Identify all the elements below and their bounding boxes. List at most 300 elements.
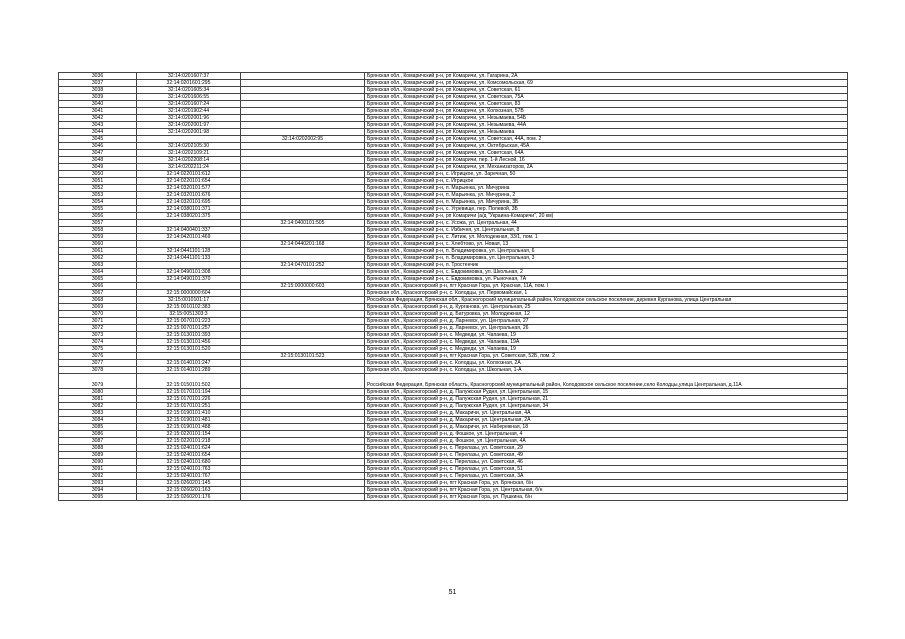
- cadastral-number-cell: 32:15:0150101:502: [137, 374, 241, 389]
- page-number: 51: [448, 589, 457, 596]
- cadastral-number-cell: 32:14:0220101:654: [137, 178, 241, 185]
- table-row: [59, 389, 848, 396]
- cadastral-number-cell: [137, 353, 241, 360]
- cadastral-number-cell: [137, 220, 241, 227]
- table-row: [59, 424, 848, 431]
- table-row: [59, 101, 848, 108]
- premises-cadastral-number-cell: [241, 374, 365, 389]
- cadastral-number-cell: 32:14:0320101:676: [137, 192, 241, 199]
- cadastral-number-cell: 32:14:0320101:695: [137, 199, 241, 206]
- table-row: [59, 431, 848, 438]
- table-row: [59, 73, 848, 80]
- address-cell: Брянская обл., Комаричский р-н, с. Игрицкое, ул. Заречная, 50: [365, 171, 848, 178]
- row-number-cell: 3058: [59, 227, 137, 234]
- premises-cadastral-number-cell: 32:14:0440201:168: [241, 241, 365, 248]
- row-number-cell: 3068: [59, 297, 137, 304]
- address-cell: Брянская обл., Комаричский р-н, рп Комаричи, ул. Гагарина, 2А: [365, 73, 848, 80]
- table-row: [59, 178, 848, 185]
- table-row: [59, 283, 848, 290]
- premises-cadastral-number-cell: 32:14:0400101:505: [241, 220, 365, 227]
- cadastral-number-cell: 32:15:0070101:223: [137, 318, 241, 325]
- cadastral-number-cell: 32:14:0201902:44: [137, 108, 241, 115]
- address-cell: Брянская обл., Красногорский р-н, д. Макаричи, ул. Центральная, 4А: [365, 410, 848, 417]
- row-number-cell: 3071: [59, 318, 137, 325]
- row-number-cell: 3073: [59, 332, 137, 339]
- table-row: [59, 248, 848, 255]
- table-row: [59, 304, 848, 311]
- row-number-cell: 3088: [59, 445, 137, 452]
- table-row: [59, 311, 848, 318]
- address-cell: Брянская обл., Комаричский р-н, с. Евдокимовка, ул. Рыночная, 7А: [365, 276, 848, 283]
- address-cell: Брянская обл., Комаричский р-н, рп Комаричи, ул. Советская, 75А: [365, 94, 848, 101]
- cadastral-number-cell: 32:15:0130101:456: [137, 339, 241, 346]
- row-number-cell: 3082: [59, 403, 137, 410]
- cadastral-number-cell: 32:15:0240101:763: [137, 466, 241, 473]
- cadastral-number-cell: 32:15:0190101:410: [137, 410, 241, 417]
- table-row: [59, 269, 848, 276]
- premises-cadastral-number-cell: [241, 108, 365, 115]
- table-row: [59, 171, 848, 178]
- premises-cadastral-number-cell: [241, 269, 365, 276]
- address-cell: Брянская обл., Красногорский р-н, с. Перелазы, ул. Советская, 29: [365, 445, 848, 452]
- table-row: [59, 213, 848, 220]
- cadastral-number-cell: 32:14:0201601:295: [137, 80, 241, 87]
- cadastral-number-cell: 32:14:0320101:577: [137, 185, 241, 192]
- table-row: [59, 297, 848, 304]
- premises-cadastral-number-cell: [241, 466, 365, 473]
- premises-cadastral-number-cell: [241, 339, 365, 346]
- table-row: [59, 445, 848, 452]
- cadastral-number-cell: 32:15:0190101:488: [137, 424, 241, 431]
- table-row: [59, 164, 848, 171]
- address-cell: Брянская обл., Комаричский р-н, рп Комаричи, пер. 1-й Лесной, 16: [365, 157, 848, 164]
- table-row: [59, 410, 848, 417]
- cadastral-number-cell: 32:15:0010101:17: [137, 297, 241, 304]
- address-cell: Брянская обл., Комаричский р-н, рп Комаричи, ул. Советская, 64А: [365, 150, 848, 157]
- address-cell: Брянская обл., Комаричский р-н, рп Комаричи, ул. Советская, 83: [365, 101, 848, 108]
- cadastral-number-cell: 32:14:0202001:97: [137, 122, 241, 129]
- row-number-cell: 3042: [59, 115, 137, 122]
- row-number-cell: 3087: [59, 438, 137, 445]
- address-cell: Брянская обл., Комаричский р-н, п. Марьинка, ул. Мичурина, 2: [365, 192, 848, 199]
- table-row: [59, 452, 848, 459]
- premises-cadastral-number-cell: [241, 389, 365, 396]
- address-cell: Брянская обл., Комаричский р-н, п. Владимировка, ул. Центральная, 6: [365, 248, 848, 255]
- premises-cadastral-number-cell: 32:15:0000000:603: [241, 283, 365, 290]
- table-row: [59, 150, 848, 157]
- premises-cadastral-number-cell: [241, 199, 365, 206]
- cadastral-number-cell: 32:14:0201606:55: [137, 94, 241, 101]
- row-number-cell: 3091: [59, 466, 137, 473]
- address-cell: Брянская обл., Комаричский р-н, рп Комаричи, ул. Советская, 44А, пом. 2: [365, 136, 848, 143]
- table-row: [59, 318, 848, 325]
- row-number-cell: 3062: [59, 255, 137, 262]
- address-cell: Брянская обл., Комаричский р-н, п. Марьинка, ул. Мичурина: [365, 185, 848, 192]
- premises-cadastral-number-cell: [241, 276, 365, 283]
- row-number-cell: 3069: [59, 304, 137, 311]
- row-number-cell: 3074: [59, 339, 137, 346]
- cadastral-number-cell: 32:14:0441101:133: [137, 255, 241, 262]
- table-row: [59, 325, 848, 332]
- premises-cadastral-number-cell: [241, 452, 365, 459]
- premises-cadastral-number-cell: [241, 157, 365, 164]
- address-cell: Брянская обл., Красногорский р-н, с. Медведи, ул. Чапаева, 19А: [365, 339, 848, 346]
- row-number-cell: 3043: [59, 122, 137, 129]
- row-number-cell: 3038: [59, 87, 137, 94]
- address-cell: Российская Федерация, Брянская обл., Красногорский муниципальный район, Колодовское сельское поселение, деревня Курганова, улица Центральная: [365, 297, 848, 304]
- registry-table-wrapper: [58, 72, 847, 501]
- table-row: [59, 94, 848, 101]
- premises-cadastral-number-cell: [241, 325, 365, 332]
- premises-cadastral-number-cell: [241, 332, 365, 339]
- address-cell: Брянская обл., Комаричский р-н, рп Комаричи, ул. Незымаева: [365, 129, 848, 136]
- row-number-cell: 3047: [59, 150, 137, 157]
- row-number-cell: 3067: [59, 290, 137, 297]
- row-number-cell: 3080: [59, 389, 137, 396]
- table-row: [59, 353, 848, 360]
- table-row: [59, 459, 848, 466]
- address-cell: Брянская обл., Комаричский р-н, п. Владимировка, ул. Центральная, 3: [365, 255, 848, 262]
- premises-cadastral-number-cell: [241, 304, 365, 311]
- table-row: [59, 438, 848, 445]
- address-cell: Брянская обл., Комаричский р-н, рп Комаричи (а/д "Украина-Комаричи", 20 км): [365, 213, 848, 220]
- cadastral-number-cell: 32:14:0441101:128: [137, 248, 241, 255]
- cadastral-number-cell: 32:14:0202001:98: [137, 129, 241, 136]
- address-cell: Брянская обл., Красногорский р-н, д. Макаричи, ул. Набережная, 18: [365, 424, 848, 431]
- cadastral-number-cell: 32:15:0130101:520: [137, 346, 241, 353]
- cadastral-number-cell: 32:14:0490101:370: [137, 276, 241, 283]
- address-cell: Брянская обл., Красногорский р-н, с. Колодцы, ул. Первомайская, 1: [365, 290, 848, 297]
- table-row: [59, 339, 848, 346]
- premises-cadastral-number-cell: [241, 396, 365, 403]
- table-row: [59, 206, 848, 213]
- address-cell: Брянская обл., Комаричский р-н, с. Хлебтово, ул. Новая, 13: [365, 241, 848, 248]
- row-number-cell: 3048: [59, 157, 137, 164]
- table-row: [59, 494, 848, 501]
- premises-cadastral-number-cell: [241, 73, 365, 80]
- premises-cadastral-number-cell: [241, 494, 365, 501]
- premises-cadastral-number-cell: [241, 213, 365, 220]
- premises-cadastral-number-cell: [241, 143, 365, 150]
- cadastral-number-cell: 32:14:0202109:21: [137, 150, 241, 157]
- address-cell: Брянская обл., Комаричский р-н, п. Тростенчик: [365, 262, 848, 269]
- address-cell: Брянская обл., Красногорский р-н, пгт Красная Гора, ул. Красная, 11А, пом. I: [365, 283, 848, 290]
- row-number-cell: 3061: [59, 248, 137, 255]
- table-row: [59, 290, 848, 297]
- premises-cadastral-number-cell: [241, 438, 365, 445]
- premises-cadastral-number-cell: [241, 227, 365, 234]
- table-row: [59, 466, 848, 473]
- premises-cadastral-number-cell: 32:15:0130101:523: [241, 353, 365, 360]
- address-cell: Брянская обл., Комаричский р-н, с. Евдокимовка, ул. Школьная, 2: [365, 269, 848, 276]
- premises-cadastral-number-cell: [241, 367, 365, 374]
- table-row: [59, 396, 848, 403]
- address-cell: Брянская обл., Комаричский р-н, с. Усожа, ул. Центральная, 44: [365, 220, 848, 227]
- premises-cadastral-number-cell: [241, 403, 365, 410]
- premises-cadastral-number-cell: [241, 417, 365, 424]
- cadastral-number-cell: 32:15:0170101:226: [137, 396, 241, 403]
- cadastral-number-cell: 32:15:0190101:481: [137, 417, 241, 424]
- address-cell: Брянская обл., Комаричский р-н, рп Комаричи, ул. Комсомольская, 69: [365, 80, 848, 87]
- premises-cadastral-number-cell: 32:14:0202002:95: [241, 136, 365, 143]
- cadastral-number-cell: 32:15:0170101:251: [137, 403, 241, 410]
- cadastral-number-cell: 32:14:0400401:337: [137, 227, 241, 234]
- cadastral-number-cell: 32:14:0201605:34: [137, 87, 241, 94]
- cadastral-number-cell: 32:15:0000000:604: [137, 290, 241, 297]
- premises-cadastral-number-cell: [241, 115, 365, 122]
- address-cell: Брянская обл., Красногорский р-н, с. Медведи, ул. Чапаева, 19: [365, 346, 848, 353]
- table-row: [59, 108, 848, 115]
- table-row: [59, 220, 848, 227]
- row-number-cell: 3053: [59, 192, 137, 199]
- row-number-cell: 3063: [59, 262, 137, 269]
- address-cell: Брянская обл., Красногорский р-н, с. Колодцы, ул. Колхозная, 2А: [365, 360, 848, 367]
- premises-cadastral-number-cell: [241, 424, 365, 431]
- cadastral-number-cell: 32:14:0202105:30: [137, 143, 241, 150]
- address-cell: Брянская обл., Красногорский р-н, д. Палужская Рудня, ул. Центральная, 34: [365, 403, 848, 410]
- table-row: [59, 129, 848, 136]
- premises-cadastral-number-cell: [241, 480, 365, 487]
- row-number-cell: 3057: [59, 220, 137, 227]
- cadastral-number-cell: 32:15:0240101:624: [137, 445, 241, 452]
- address-cell: Брянская обл., Красногорский р-н, д. Ларневск, ул. Центральная, 26: [365, 325, 848, 332]
- row-number-cell: 3078: [59, 367, 137, 374]
- premises-cadastral-number-cell: [241, 311, 365, 318]
- address-cell: Брянская обл., Комаричский р-н, рп Комаричи, ул. Октябрьская, 45А: [365, 143, 848, 150]
- table-row: [59, 227, 848, 234]
- table-row: [59, 262, 848, 269]
- table-row: [59, 276, 848, 283]
- row-number-cell: 3066: [59, 283, 137, 290]
- table-row: [59, 143, 848, 150]
- cadastral-number-cell: 32:14:0380201:375: [137, 213, 241, 220]
- row-number-cell: 3070: [59, 311, 137, 318]
- row-number-cell: 3095: [59, 494, 137, 501]
- premises-cadastral-number-cell: 32:14:0470101:252: [241, 262, 365, 269]
- registry-table: [58, 72, 848, 501]
- cadastral-number-cell: 32:15:0260201:176: [137, 494, 241, 501]
- table-row: [59, 480, 848, 487]
- row-number-cell: 3044: [59, 129, 137, 136]
- cadastral-number-cell: 32:15:0070101:257: [137, 325, 241, 332]
- cadastral-number-cell: 32:15:0240101:654: [137, 452, 241, 459]
- row-number-cell: 3079: [59, 374, 137, 389]
- row-number-cell: 3052: [59, 185, 137, 192]
- premises-cadastral-number-cell: [241, 122, 365, 129]
- address-cell: Брянская обл., Комаричский р-н, с. Игрицкое: [365, 178, 848, 185]
- row-number-cell: 3055: [59, 206, 137, 213]
- address-cell: Брянская обл., Красногорский р-н, с. Перелазы, ул. Советская, 51: [365, 466, 848, 473]
- row-number-cell: 3046: [59, 143, 137, 150]
- table-row: [59, 417, 848, 424]
- row-number-cell: 3094: [59, 487, 137, 494]
- address-cell: Брянская обл., Комаричский р-н, рп Комаричи, ул. Незымаева, 44А: [365, 122, 848, 129]
- table-row: [59, 473, 848, 480]
- table-row: [59, 157, 848, 164]
- cadastral-number-cell: 32:15:0220101:154: [137, 431, 241, 438]
- row-number-cell: 3083: [59, 410, 137, 417]
- cadastral-number-cell: 32:14:0202211:24: [137, 164, 241, 171]
- table-row: [59, 332, 848, 339]
- cadastral-number-cell: 32:15:0260201:163: [137, 487, 241, 494]
- row-number-cell: 3050: [59, 171, 137, 178]
- row-number-cell: 3036: [59, 73, 137, 80]
- table-row: [59, 199, 848, 206]
- row-number-cell: 3045: [59, 136, 137, 143]
- premises-cadastral-number-cell: [241, 318, 365, 325]
- table-row: [59, 255, 848, 262]
- address-cell: Брянская обл., Красногорский р-н, д. Курганова, ул. Центральная, 25: [365, 304, 848, 311]
- row-number-cell: 3049: [59, 164, 137, 171]
- address-cell: Брянская обл., Красногорский р-н, д. Макаричи, ул. Центральная, 2А: [365, 417, 848, 424]
- table-row: [59, 487, 848, 494]
- cadastral-number-cell: 32:15:0260201:145: [137, 480, 241, 487]
- address-cell: Брянская обл., Комаричский р-н, с. Избичня, ул. Центральная, 8: [365, 227, 848, 234]
- cadastral-number-cell: 32:14:0490101:308: [137, 269, 241, 276]
- row-number-cell: 3065: [59, 276, 137, 283]
- address-cell: Брянская обл., Красногорский р-н, с. Перелазы, ул. Советская, 46: [365, 459, 848, 466]
- premises-cadastral-number-cell: [241, 297, 365, 304]
- cadastral-number-cell: [137, 136, 241, 143]
- address-cell: Брянская обл., Красногорский р-н, пгт Красная Гора, ул. Брянская, б/н: [365, 480, 848, 487]
- premises-cadastral-number-cell: [241, 473, 365, 480]
- cadastral-number-cell: [137, 241, 241, 248]
- address-cell: Брянская обл., Красногорский р-н, д. Палужская Рудня, ул. Центральная, 15: [365, 389, 848, 396]
- premises-cadastral-number-cell: [241, 459, 365, 466]
- address-cell: Брянская обл., Красногорский р-н, с. Перелазы, ул. Советская, 49: [365, 452, 848, 459]
- premises-cadastral-number-cell: [241, 346, 365, 353]
- table-row: [59, 403, 848, 410]
- row-number-cell: 3054: [59, 199, 137, 206]
- premises-cadastral-number-cell: [241, 431, 365, 438]
- row-number-cell: 3039: [59, 94, 137, 101]
- address-cell: Брянская обл., Красногорский р-н, д. Батуровка, ул. Молодежная, 12: [365, 311, 848, 318]
- table-row: [59, 234, 848, 241]
- cadastral-number-cell: 32:14:0201607:24: [137, 101, 241, 108]
- cadastral-number-cell: 32:15:0240101:680: [137, 459, 241, 466]
- cadastral-number-cell: 32:15:0130101:393: [137, 332, 241, 339]
- row-number-cell: 3085: [59, 424, 137, 431]
- table-row: [59, 346, 848, 353]
- address-cell: Брянская обл., Комаричский р-н, рп Комаричи, ул. Незымаева, 54Б: [365, 115, 848, 122]
- premises-cadastral-number-cell: [241, 487, 365, 494]
- premises-cadastral-number-cell: [241, 150, 365, 157]
- address-cell: Брянская обл., Красногорский р-н, с. Колодцы, ул. Школьная, 1-А: [365, 367, 848, 374]
- cadastral-number-cell: [137, 262, 241, 269]
- address-cell: Брянская обл., Комаричский р-н, с. Литиж, ул. Молодежная, 33/1, пом. 1: [365, 234, 848, 241]
- table-row: [59, 185, 848, 192]
- table-row: [59, 115, 848, 122]
- row-number-cell: 3056: [59, 213, 137, 220]
- row-number-cell: 3090: [59, 459, 137, 466]
- address-cell: Брянская обл., Комаричский р-н, рп Комаричи, ул. Колхозная, 57В: [365, 108, 848, 115]
- premises-cadastral-number-cell: [241, 445, 365, 452]
- row-number-cell: 3092: [59, 473, 137, 480]
- address-cell: Брянская обл., Красногорский р-н, пгт Красная Гора, ул. Пушкина, б/н: [365, 494, 848, 501]
- row-number-cell: 3051: [59, 178, 137, 185]
- registry-table-body: [59, 73, 848, 501]
- address-cell: Брянская обл., Комаричский р-н, рп Комаричи, ул. Советская, 61: [365, 87, 848, 94]
- address-cell: Брянская обл., Красногорский р-н, с. Медведи, ул. Чапаева, 19: [365, 332, 848, 339]
- cadastral-number-cell: 32:15:0240101:767: [137, 473, 241, 480]
- cadastral-number-cell: 32:15:0140101:247: [137, 360, 241, 367]
- premises-cadastral-number-cell: [241, 87, 365, 94]
- row-number-cell: 3041: [59, 108, 137, 115]
- premises-cadastral-number-cell: [241, 410, 365, 417]
- table-row: [59, 367, 848, 374]
- cadastral-number-cell: [137, 283, 241, 290]
- premises-cadastral-number-cell: [241, 101, 365, 108]
- row-number-cell: 3093: [59, 480, 137, 487]
- premises-cadastral-number-cell: [241, 185, 365, 192]
- premises-cadastral-number-cell: [241, 171, 365, 178]
- row-number-cell: 3040: [59, 101, 137, 108]
- cadastral-number-cell: 32:14:0420101:469: [137, 234, 241, 241]
- cadastral-number-cell: 32:15:0170101:194: [137, 389, 241, 396]
- table-row: [59, 241, 848, 248]
- row-number-cell: 3086: [59, 431, 137, 438]
- address-cell: Брянская обл., Комаричский р-н, рп Комаричи, ул. Механизаторов, 2А: [365, 164, 848, 171]
- address-cell: Брянская обл., Красногорский р-н, с. Перелазы, ул. Советская, 3А: [365, 473, 848, 480]
- cadastral-number-cell: 32:15:0220101:218: [137, 438, 241, 445]
- table-row: [59, 374, 848, 389]
- row-number-cell: 3064: [59, 269, 137, 276]
- row-number-cell: 3076: [59, 353, 137, 360]
- row-number-cell: 3037: [59, 80, 137, 87]
- premises-cadastral-number-cell: [241, 178, 365, 185]
- premises-cadastral-number-cell: [241, 164, 365, 171]
- row-number-cell: 3059: [59, 234, 137, 241]
- table-row: [59, 80, 848, 87]
- row-number-cell: 3081: [59, 396, 137, 403]
- premises-cadastral-number-cell: [241, 80, 365, 87]
- table-row: [59, 136, 848, 143]
- row-number-cell: 3089: [59, 452, 137, 459]
- address-cell: Брянская обл., Красногорский р-н, пгт Красная Гора, ул. Центральная, б/н: [365, 487, 848, 494]
- address-cell: Брянская обл., Красногорский р-н, д. Фошкое, ул. Центральная, 4А: [365, 438, 848, 445]
- premises-cadastral-number-cell: [241, 290, 365, 297]
- address-cell: Российская Федерация, Брянская область, Красногорский муниципальный район, Колодовское сельское поселение,село Колодцы,улица Центральная, д.11А: [365, 374, 848, 389]
- address-cell: Брянская обл., Комаричский р-н, с. Угревище, пер. Полевой, 3Б: [365, 206, 848, 213]
- premises-cadastral-number-cell: [241, 234, 365, 241]
- premises-cadastral-number-cell: [241, 94, 365, 101]
- cadastral-number-cell: 32:14:0202208:14: [137, 157, 241, 164]
- table-row: [59, 122, 848, 129]
- row-number-cell: 3060: [59, 241, 137, 248]
- row-number-cell: 3077: [59, 360, 137, 367]
- premises-cadastral-number-cell: [241, 192, 365, 199]
- cadastral-number-cell: 32:14:0201607:37: [137, 73, 241, 80]
- premises-cadastral-number-cell: [241, 248, 365, 255]
- cadastral-number-cell: 32:15:0140101:289: [137, 367, 241, 374]
- cadastral-number-cell: 32:14:0220101:612: [137, 171, 241, 178]
- row-number-cell: 3075: [59, 346, 137, 353]
- row-number-cell: 3084: [59, 417, 137, 424]
- address-cell: Брянская обл., Красногорский р-н, д. Ларневск, ул. Центральная, 27: [365, 318, 848, 325]
- address-cell: Брянская обл., Красногорский р-н, д. Фошкое, ул. Центральная, 4: [365, 431, 848, 438]
- address-cell: Брянская обл., Комаричский р-н, п. Марьинка, ул. Мичурина, 3Б: [365, 199, 848, 206]
- premises-cadastral-number-cell: [241, 129, 365, 136]
- premises-cadastral-number-cell: [241, 206, 365, 213]
- table-row: [59, 87, 848, 94]
- table-row: [59, 360, 848, 367]
- cadastral-number-cell: 32:14:0380101:371: [137, 206, 241, 213]
- premises-cadastral-number-cell: [241, 255, 365, 262]
- address-cell: Брянская обл., Красногорский р-н, д. Палужская Рудня, ул. Центральная, 21: [365, 396, 848, 403]
- address-cell: Брянская обл., Красногорский р-н, пгт Красная Гора, ул. Советская, 52Б, пом. 2: [365, 353, 848, 360]
- row-number-cell: 3072: [59, 325, 137, 332]
- cadastral-number-cell: 32:15:0051303:3: [137, 311, 241, 318]
